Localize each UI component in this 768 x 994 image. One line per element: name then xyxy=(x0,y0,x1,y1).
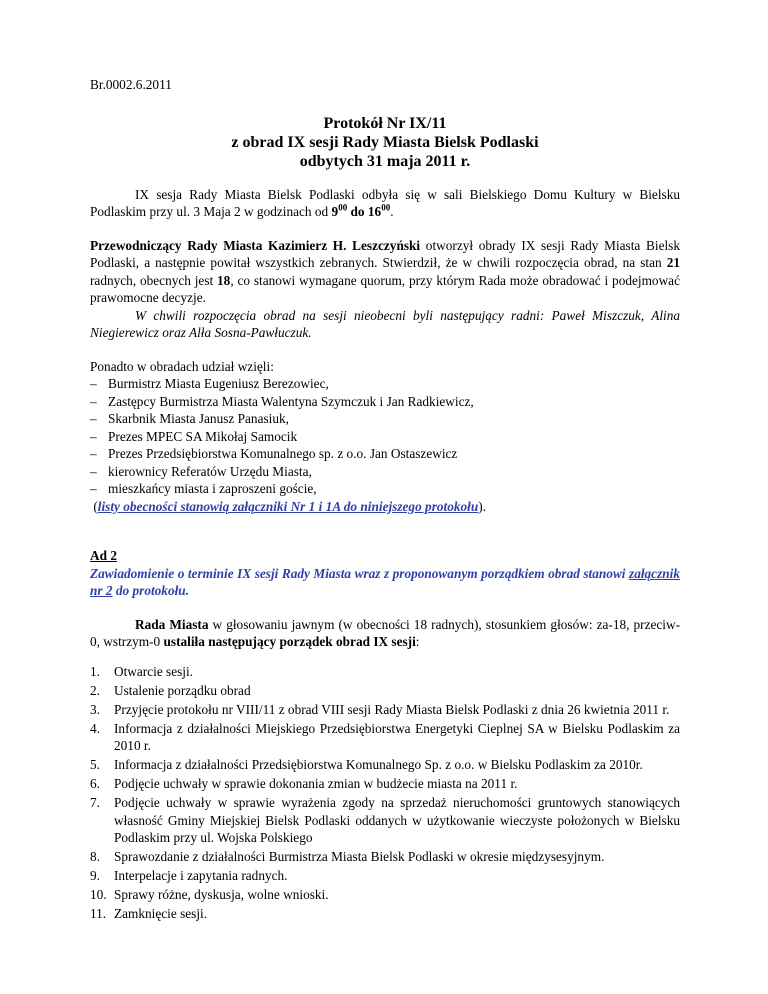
agenda-item: 5. Informacja z działalności Przedsiębiorstwa Komunalnego Sp. z o.o. w Bielsku Podlaskim za 2010r. xyxy=(90,757,643,772)
reference-number: Br.0002.6.2011 xyxy=(90,77,172,92)
participants-heading: Ponadto w obradach udział wzięli: xyxy=(90,358,274,374)
attendance-note: (listy obecności stanowią załączniki Nr 1 i 1A do niniejszego protokołu). xyxy=(93,498,487,514)
agenda-list xyxy=(90,663,680,923)
agenda-item: 6. Podjęcie uchwały w sprawie dokonania zmian w budżecie miasta na 2011 r. xyxy=(90,776,518,791)
title-line-2: z obrad IX sesji Rady Miasta Bielsk Podlaski xyxy=(231,133,539,151)
list-item: – Burmistrz Miasta Eugeniusz Berezowiec, xyxy=(90,376,329,391)
attendance-attachment-link[interactable]: listy obecności stanowią załączniki Nr 1 i 1A do niniejszego protokołu xyxy=(97,498,479,514)
document-body xyxy=(90,76,680,924)
council-name: Rada Miasta xyxy=(135,616,209,632)
list-item: – Prezes Przedsiębiorstwa Komunalnego sp. z o.o. Jan Ostaszewicz xyxy=(90,446,458,461)
vote-result: ustaliła następujący porządek obrad IX sesji xyxy=(163,634,416,649)
agenda-item: 8. Sprawozdanie z działalności Burmistrza Miasta Bielsk Podlaski w okresie międzysesyjnym. xyxy=(90,849,605,864)
ad2-heading: Ad 2 xyxy=(90,548,117,563)
document-title xyxy=(90,114,680,171)
count-present: 18 xyxy=(217,272,231,288)
agenda-item: 2. Ustalenie porządku obrad xyxy=(90,682,251,698)
title-line-1: Protokół Nr IX/11 xyxy=(323,114,447,132)
list-item: – mieszkańcy miasta i zaproszeni goście, xyxy=(90,481,317,496)
agenda-item: 3. Przyjęcie protokołu nr VIII/11 z obrad VIII sesji Rady Miasta Bielsk Podlaski z dnia 26 kwietnia 2011 r. xyxy=(90,701,670,717)
title-line-3: odbytych 31 maja 2011 r. xyxy=(299,152,471,170)
agenda-item: 10. Sprawy różne, dyskusja, wolne wnioski. xyxy=(90,887,329,902)
agenda-item: 7. Podjęcie uchwały w sprawie wyrażenia zgody na sprzedaż nieruchomości gruntowych stanowiących własność Gminy Miejskiej Bielsk Podlaski oddanych w użytkowanie wieczyste położonych w Bielsku Podlaskim przy ul. Wojska Polskiego xyxy=(90,795,680,845)
list-item: – kierownicy Referatów Urzędu Miasta, xyxy=(90,463,312,479)
intro-paragraph: IX sesja Rady Miasta Bielsk Podlaski odbyła się w sali Bielskiego Domu Kultury w Bielsku Podlaskim przy ul. 3 Maja 2 w godzinach od $9^{00}$ do $16^{00}$. xyxy=(90,186,680,219)
ad2-description: Zawiadomienie o terminie IX sesji Rady Miasta wraz z proponowanym porządkiem obrad stanowi załącznik nr 2 do protokołu. xyxy=(90,565,680,598)
count-total: 21 xyxy=(666,255,680,270)
opening-paragraph: Przewodniczący Rady Miasta Kazimierz H. Leszczyński otworzył obrady IX sesji Rady Miasta Bielsk Podlaski, a następnie powitał wszystkich zebranych. Stwierdził, że w chwili rozpoczęcia obrad, na stan 21 radnych, obecnych jest 18, co stanowi wymagane quorum, przy którym Rada może obradować i podejmować prawomocne decyzje. xyxy=(90,237,680,305)
agenda-item: 9. Interpelacje i zapytania radnych. xyxy=(90,868,288,883)
list-item: – Skarbnik Miasta Janusz Panasiuk, xyxy=(90,411,289,426)
agenda-item: 1. Otwarcie sesji. xyxy=(90,663,194,679)
time-from: $9^{00}$ do $16^{00}$ xyxy=(331,202,391,219)
agenda-item: 11. Zamknięcie sesji. xyxy=(90,906,208,921)
list-item: – Prezes MPEC SA Mikołaj Samocik xyxy=(90,428,298,444)
chairman-name: Przewodniczący Rady Miasta Kazimierz H. Leszczyński xyxy=(90,237,421,253)
vote-paragraph: Rada Miasta w głosowaniu jawnym (w obecności 18 radnych), stosunkiem głosów: za-18, przeciw-0, wstrzym-0 ustaliła następujący porządek obrad IX sesji: xyxy=(90,616,681,649)
attachment-2-link[interactable]: załącznik nr 2 xyxy=(90,565,680,598)
participants-list xyxy=(90,375,680,498)
agenda-item: 4. Informacja z działalności Miejskiego Przedsiębiorstwa Energetyki Cieplnej SA w Bielsku Podlaskim za 2010 r. xyxy=(90,720,680,753)
list-item: – Zastępcy Burmistrza Miasta Walentyna Szymczuk i Jan Radkiewicz, xyxy=(90,393,474,409)
absent-paragraph: W chwili rozpoczęcia obrad na sesji nieobecni byli następujący radni: Paweł Miszczuk, Alina Niegierewicz oraz Alła Sosna-Pawłuczuk. xyxy=(90,307,680,340)
intro-text: IX sesja Rady Miasta Bielsk Podlaski odbyła się w sali Bielskiego Domu Kultury w Bielsku Podlaskim przy ul. 3 Maja 2 w godzinach od xyxy=(90,186,680,219)
